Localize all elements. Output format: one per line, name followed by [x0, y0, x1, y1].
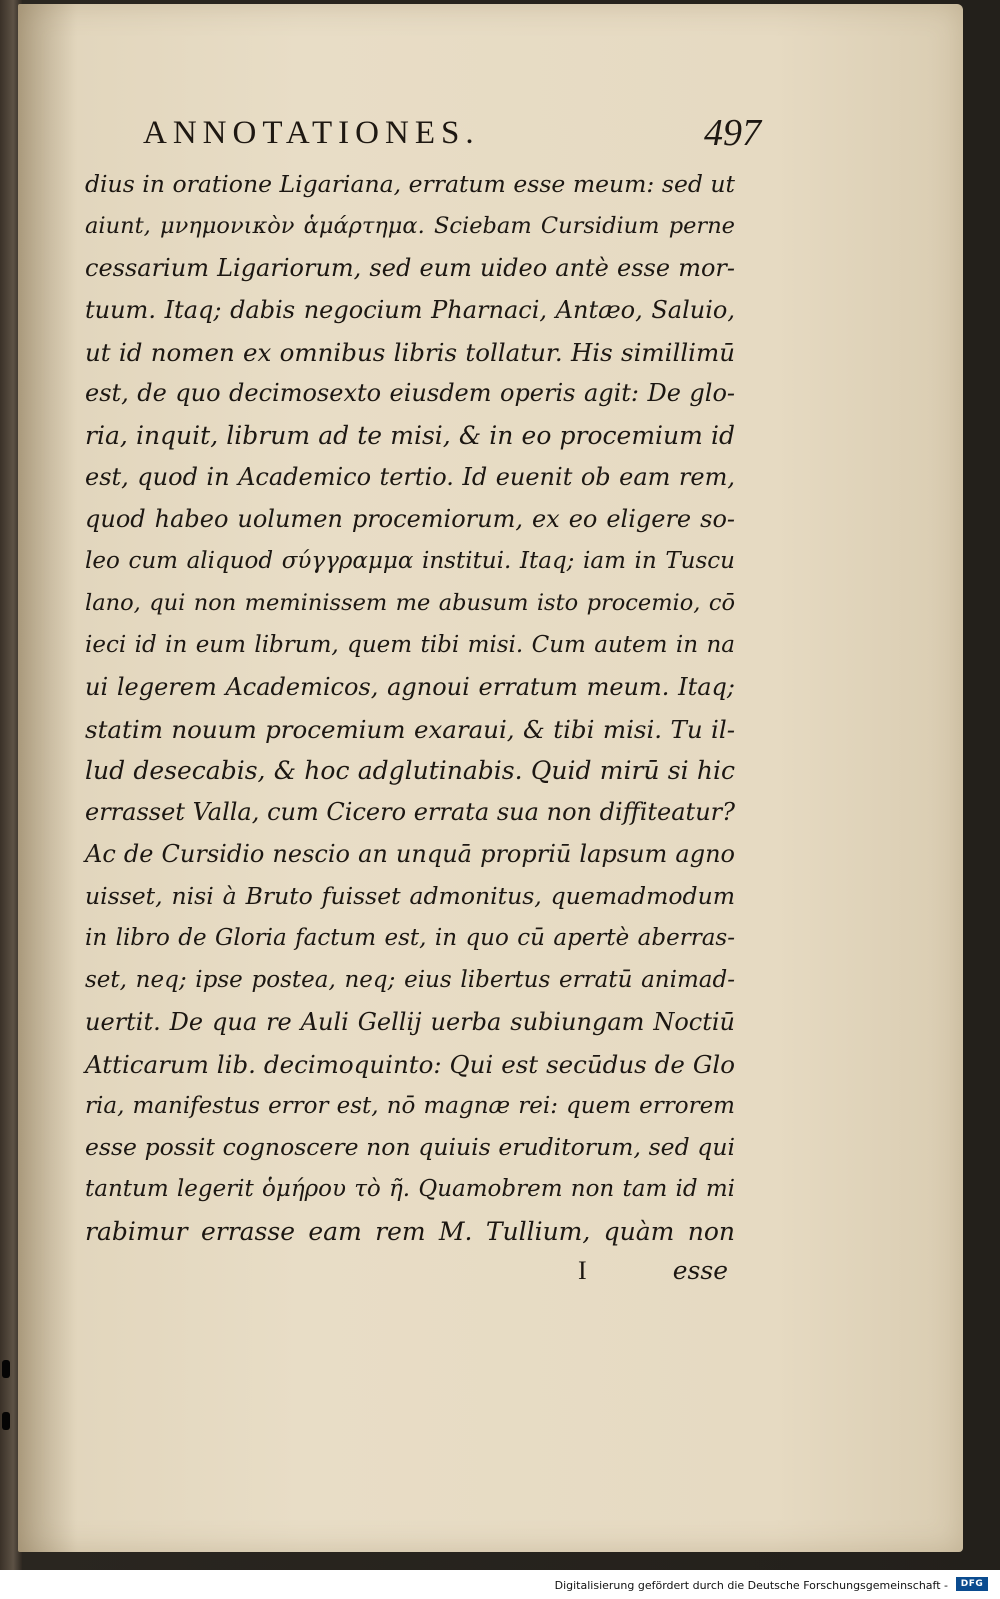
text-line: est, de quo decimosexto eiusdem operis agit: De glo-: [85, 379, 735, 408]
text-line: dius in oratione Ligariana, erratum esse meum: sed ut: [85, 170, 735, 198]
text-line: quod habeo uolumen procemiorum, ex eo eligere so-: [85, 505, 735, 534]
text-line: Ac de Cursidio nescio an unquā propriū lapsum agno: [85, 840, 735, 869]
book-page: [18, 4, 963, 1552]
running-head: [143, 109, 761, 157]
text-line: tantum legerit ὁμήρου τὸ ῆ. Quamobrem non tam id mi: [85, 1176, 735, 1203]
running-head-title: ANNOTATIONES.: [143, 115, 480, 151]
binding-thread-mark: [2, 1360, 10, 1378]
text-line: statim nouum procemium exaraui, & tibi misi. Tu il-: [85, 714, 735, 744]
text-line: aiunt, μνημονικὸν ἁμάρτημα. Sciebam Cursidium perne: [85, 212, 735, 239]
text-line: ria, inquit, librum ad te misi, & in eo procemium id: [85, 421, 735, 451]
body-text: [85, 164, 735, 1253]
text-line: tuum. Itaq; dabis negocium Pharnaci, Antæo, Saluio,: [85, 295, 735, 324]
footer-credit: Digitalisierung gefördert durch die Deutsche Forschungsgemeinschaft -: [554, 1579, 948, 1592]
page-number: 497: [704, 112, 761, 154]
text-line: ria, manifestus error est, nō magnæ rei: quem errorem: [85, 1092, 735, 1119]
text-line: ut id nomen ex omnibus libris tollatur. His simillimū: [85, 337, 735, 367]
text-line: leo cum aliquod σύγγραμμα institui. Itaq; iam in Tuscu: [85, 548, 735, 575]
text-line: esse possit cognoscere non quiuis eruditorum, sed qui: [85, 1133, 735, 1162]
binding-thread-mark: [2, 1412, 10, 1430]
text-line: lud desecabis, & hoc adglutinabis. Quid mirū si hic: [85, 756, 735, 786]
text-line: ui legerem Academicos, agnoui erratum meum. Itaq;: [85, 672, 735, 701]
footer-credit-bar: [0, 1570, 1000, 1599]
catchword: esse: [672, 1256, 728, 1285]
text-line: ieci id in eum librum, quem tibi misi. Cum autem in na: [85, 631, 735, 658]
catchword-line: [578, 1256, 728, 1296]
dfg-logo[interactable]: DFG: [956, 1577, 988, 1591]
text-line: uisset, nisi à Bruto fuisset admonitus, quemadmodum: [85, 882, 735, 911]
text-line: errasset Valla, cum Cicero errata sua non diffiteatur?: [85, 798, 735, 827]
text-line: lano, qui non meminissem me abusum isto procemio, cō: [85, 589, 735, 616]
text-line: in libro de Gloria factum est, in quo cū apertè aberras-: [85, 925, 735, 952]
text-line: set, neq; ipse postea, neq; eius libertus erratū animad-: [85, 966, 735, 993]
signature-mark: I: [578, 1256, 587, 1285]
text-line: cessarium Ligariorum, sed eum uideo antè esse mor-: [85, 253, 735, 282]
text-line: Atticarum lib. decimoquinto: Qui est secūdus de Glo: [85, 1049, 735, 1079]
gutter-shadow: [18, 4, 78, 1552]
text-line: uertit. De qua re Auli Gellij uerba subiungam Noctiū: [85, 1007, 735, 1036]
text-line: est, quod in Academico tertio. Id euenit ob eam rem,: [85, 463, 735, 492]
text-line: rabimur errasse eam rem M. Tullium, quàm non: [85, 1217, 735, 1247]
